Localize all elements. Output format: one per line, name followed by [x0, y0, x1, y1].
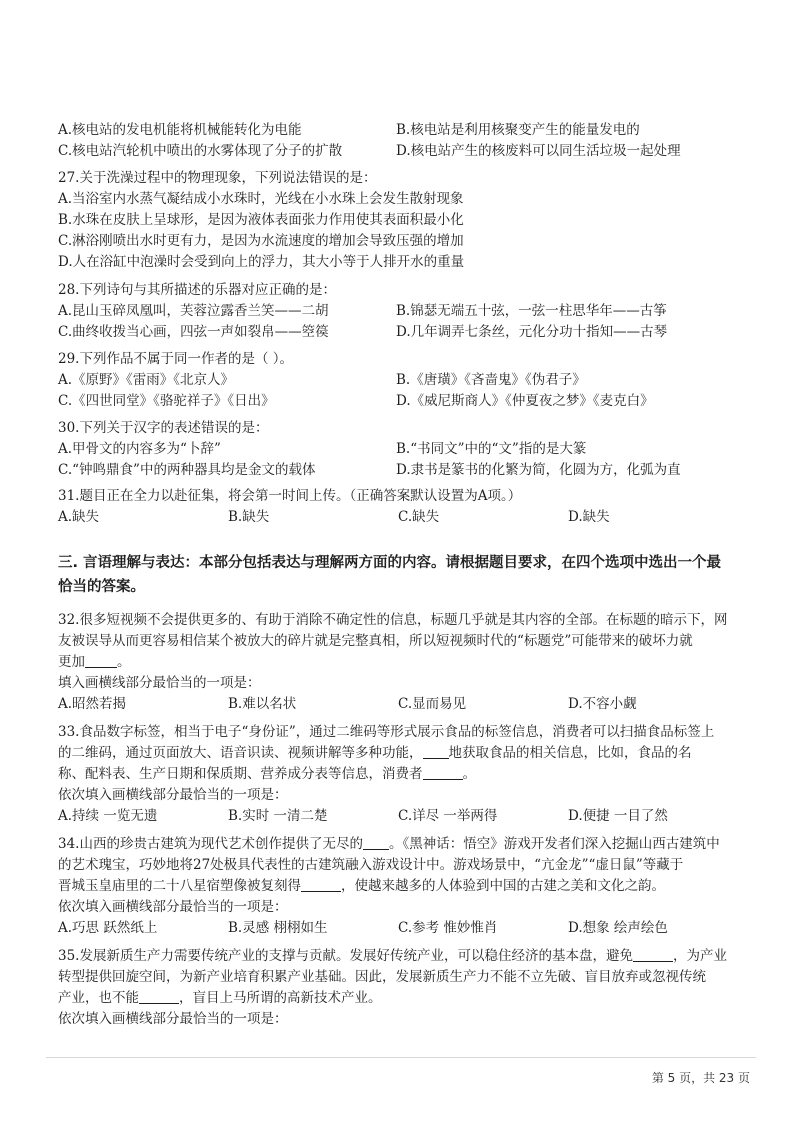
question-stem: 27.关于洗澡过程中的物理现象，下列说法错误的是：	[58, 170, 377, 186]
blank-underline	[301, 876, 341, 892]
blank-underline	[85, 652, 117, 668]
blank-underline	[633, 946, 673, 962]
option-d: D.缺失	[568, 509, 610, 525]
blank-underline	[423, 764, 463, 780]
stem-line-3a: 晋城玉皇庙里的二十八星宿塑像被复刻得	[58, 878, 301, 894]
blank-underline	[423, 743, 449, 759]
question-stem: 28.下列诗句与其所描述的乐器对应正确的是：	[58, 282, 336, 298]
option-b: B.实时 一清二楚	[228, 808, 328, 824]
question-30	[58, 418, 748, 481]
question-29	[58, 349, 748, 412]
question-31	[58, 486, 748, 528]
question-stem: 30.下列关于汉字的表述错误的是：	[58, 420, 269, 436]
question-27	[58, 168, 748, 273]
option-c: C.“钟鸣鼎食”中的两种器具均是金文的载体	[58, 462, 316, 478]
option-c: C.《四世同堂》《骆驼祥子》《日出》	[58, 393, 275, 409]
page-number: 第 5 页，共 23 页	[651, 1071, 750, 1085]
answer-prompt: 依次填入画横线部分最恰当的一项是：	[58, 787, 288, 803]
stem-line-3a: 称、配料表、生产日期和保质期、营养成分表等信息，消费者	[58, 766, 423, 782]
section-heading-line2: 恰当的答案。	[58, 579, 145, 595]
answer-prompt: 填入画横线部分最恰当的一项是：	[58, 675, 261, 691]
option-d: D.几年调弄七条丝，元化分功十指知——古琴	[396, 324, 668, 340]
blank-underline	[139, 988, 179, 1004]
option-b: B.灵感 栩栩如生	[228, 920, 328, 936]
option-d: D.不容小觑	[568, 696, 637, 712]
answer-prompt: 依次填入画横线部分最恰当的一项是：	[58, 899, 288, 915]
stem-line-3: 更加	[58, 654, 85, 670]
option-c: C.详尽 一举两得	[398, 808, 498, 824]
stem-line-1a: 34.山西的珍贵古建筑为现代艺术创作提供了无尽的	[58, 836, 363, 852]
stem-line-1a: 35.发展新质生产力需要传统产业的支撑与贡献。发展好传统产业，可以稳住经济的基本盘，避免	[58, 948, 633, 964]
option-d: D.核电站产生的核废料可以同生活垃圾一起处理	[396, 143, 681, 159]
question-32	[58, 610, 748, 715]
stem-line-2: 友被误导从而更容易相信某个被放大的碎片就是完整真相，所以短视频时代的“标题党”可能带来的破坏力就	[58, 633, 693, 649]
option-c: C.缺失	[398, 509, 440, 525]
question-stem: 29.下列作品不属于同一作者的是（ ）。	[58, 351, 294, 367]
stem-line-3a: 产业，也不能	[58, 990, 139, 1006]
option-a: A.昆山玉碎凤凰叫，芙蓉泣露香兰笑——二胡	[58, 303, 329, 319]
stem-line-3b: ，使越来越多的人体验到中国的古建之美和文化之韵。	[341, 878, 665, 894]
option-a: A.缺失	[58, 509, 100, 525]
option-d: D.《威尼斯商人》《仲夏夜之梦》《麦克白》	[396, 393, 654, 409]
option-d: D.便捷 一目了然	[568, 808, 668, 824]
section-heading-line1: 三. 言语理解与表达：本部分包括表达与理解两方面的内容。请根据题目要求，在四个选项中选出一个最	[58, 555, 722, 571]
prev-question-options	[58, 120, 748, 162]
option-b: B.锦瑟无端五十弦，一弦一柱思华年——古筝	[396, 303, 667, 319]
stem-line-3b: ，盲目上马所谓的高新技术产业。	[179, 990, 382, 1006]
option-c: C.参考 惟妙惟肖	[398, 920, 498, 936]
stem-line-1: 32.很多短视频不会提供更多的、有助于消除不确定性的信息，标题几乎就是其内容的全部。在标题的暗示下，网	[58, 612, 728, 628]
stem-line-1b: 。《黑神话：悟空》游戏开发者们深入挖掘山西古建筑中	[388, 836, 720, 852]
stem-line-1: 33.食品数字标签，相当于电子“身份证”，通过二维码等形式展示食品的标签信息，消费者可以扫描食品标签上	[58, 724, 715, 740]
question-34	[58, 834, 748, 939]
stem-line-2: 的艺术瑰宝，巧妙地将27处极具代表性的古建筑融入游戏设计中。游戏场景中，“亢金龙”“虚日鼠”等藏于	[58, 857, 684, 873]
option-b: B.《唐璜》《吝啬鬼》《伪君子》	[396, 372, 586, 388]
answer-prompt: 依次填入画横线部分最恰当的一项是：	[58, 1011, 288, 1027]
option-c: C.核电站汽轮机中喷出的水雾体现了分子的扩散	[58, 143, 343, 159]
option-b: B.核电站是利用核聚变产生的能量发电的	[396, 122, 640, 138]
question-35	[58, 946, 748, 1030]
stem-line-2a: 的二维码，通过页面放大、语音识读、视频讲解等多种功能，	[58, 745, 423, 761]
stem-line-2: 转型提供回旋空间，为新产业培育积累产业基础。因此，发展新质生产力不能不立先破、盲目放弃或忽视传统	[58, 969, 706, 985]
option-b: B.水珠在皮肤上呈球形，是因为液体表面张力作用使其表面积最小化	[58, 212, 464, 228]
option-a: A.巧思 跃然纸上	[58, 920, 158, 936]
option-d: D.人在浴缸中泡澡时会受到向上的浮力，其大小等于人排开水的重量	[58, 254, 465, 270]
option-d: D.想象 绘声绘色	[568, 920, 668, 936]
option-b: B.“书同文”中的“文”指的是大篆	[396, 441, 587, 457]
option-a: A.当浴室内水蒸气凝结成小水珠时，光线在小水珠上会发生散射现象	[58, 191, 464, 207]
option-a: A.甲骨文的内容多为“卜辞”	[58, 441, 221, 457]
blank-underline	[363, 834, 389, 850]
question-stem: 31.题目正在全力以赴征集，将会第一时间上传。（正确答案默认设置为A项。）	[58, 488, 522, 504]
option-b: B.缺失	[228, 509, 270, 525]
option-c: C.淋浴刚喷出水时更有力，是因为水流速度的增加会导致压强的增加	[58, 233, 464, 249]
footer-divider	[46, 1057, 756, 1058]
question-28	[58, 280, 748, 343]
question-33	[58, 722, 748, 827]
option-a: A.昭然若揭	[58, 696, 127, 712]
option-c: C.显而易见	[398, 696, 467, 712]
option-c: C.曲终收拨当心画，四弦一声如裂帛——箜篌	[58, 324, 329, 340]
stem-line-2b: 地获取食品的相关信息，比如，食品的名	[448, 745, 692, 761]
stem-line-3-end: 。	[117, 654, 131, 670]
option-a: A.核电站的发电机能将机械能转化为电能	[58, 122, 302, 138]
option-d: D.隶书是篆书的化繁为简，化圆为方，化弧为直	[396, 462, 681, 478]
stem-line-1b: ，为产业	[672, 948, 727, 964]
stem-line-3b: 。	[462, 766, 476, 782]
option-a: A.《原野》《雷雨》《北京人》	[58, 372, 235, 388]
section-heading	[58, 551, 748, 599]
option-b: B.难以名状	[228, 696, 297, 712]
option-a: A.持续 一览无遗	[58, 808, 158, 824]
